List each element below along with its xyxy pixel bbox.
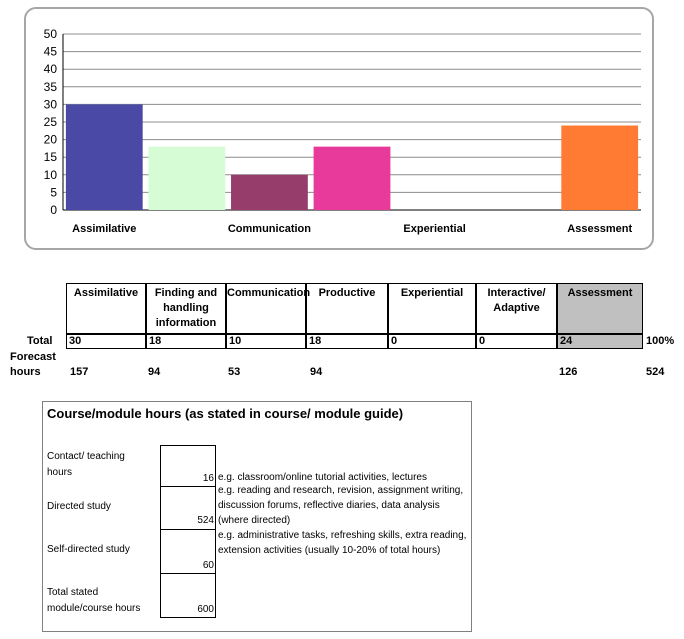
x-tick-label: Experiential xyxy=(403,223,466,235)
total-percent: 100% xyxy=(646,335,675,347)
self-directed-label: Self-directed study xyxy=(47,544,130,555)
forecast-value: 157 xyxy=(70,366,89,378)
y-tick-label: 0 xyxy=(50,203,57,217)
forecast-label: Forecast xyxy=(10,351,56,363)
directed-study-description: e.g. reading and research, revision, assignment writing, discussion forums, reflective diaries, data analysis (where directed) xyxy=(218,485,464,526)
total-hours-label: Total stated xyxy=(47,587,99,598)
bar-3 xyxy=(314,147,391,210)
bar-0 xyxy=(66,104,143,210)
forecast-value: 94 xyxy=(310,366,323,378)
y-tick-label: 50 xyxy=(43,27,57,41)
total-hours-label-2: module/course hours xyxy=(47,603,141,614)
y-tick-label: 35 xyxy=(43,79,57,94)
activity-mix-table xyxy=(0,283,684,383)
bar-1 xyxy=(148,147,225,210)
y-tick-label: 45 xyxy=(43,44,57,59)
header-assimilative: Assimilative xyxy=(66,283,146,334)
header-interactive-adaptive: Interactive/ Adaptive xyxy=(476,283,557,334)
total-value: 18 xyxy=(146,334,226,349)
y-tick-label: 10 xyxy=(43,167,57,182)
x-tick-label: Communication xyxy=(227,223,311,235)
row-divider xyxy=(160,486,216,487)
course-hours-box xyxy=(42,401,472,632)
y-tick-label: 5 xyxy=(50,185,57,200)
y-tick-label: 15 xyxy=(43,150,57,165)
bar-chart xyxy=(26,9,656,252)
total-hours-value: 600 xyxy=(197,604,214,615)
course-hours-title: Course/module hours (as stated in course/ module guide) xyxy=(47,406,404,421)
row-divider xyxy=(160,529,216,530)
y-tick-label: 25 xyxy=(43,115,57,129)
hours-label: hours xyxy=(10,366,41,378)
row-divider xyxy=(160,617,216,618)
y-tick-label: 30 xyxy=(43,97,57,112)
y-tick-label: 20 xyxy=(43,132,57,147)
directed-study-label: Directed study xyxy=(47,501,111,512)
total-value: 30 xyxy=(66,334,146,349)
header-communication: Communication xyxy=(226,283,306,334)
activity-chart xyxy=(24,7,654,250)
forecast-value: 53 xyxy=(228,366,241,378)
row-divider xyxy=(160,573,216,574)
header-assessment: Assessment xyxy=(557,283,643,334)
bar-6 xyxy=(561,126,638,210)
total-value-assessment: 24 xyxy=(557,334,643,349)
contact-hours-description: e.g. classroom/online tutorial activities, lectures xyxy=(218,472,427,483)
header-productive: Productive xyxy=(306,283,388,334)
row-divider xyxy=(160,445,216,446)
self-directed-description: e.g. administrative tasks, refreshing skills, extra reading, extension activities (usually 10-20% of total hours) xyxy=(218,530,467,556)
total-label: Total xyxy=(27,335,53,347)
contact-hours-label: Contact/ teaching xyxy=(47,451,125,462)
x-tick-label: Assessment xyxy=(567,223,633,235)
y-tick-label: 40 xyxy=(43,62,57,77)
contact-hours-label-2: hours xyxy=(47,467,73,478)
total-value: 0 xyxy=(476,334,557,349)
forecast-value: 94 xyxy=(148,366,161,378)
bar-2 xyxy=(231,175,308,210)
total-value: 0 xyxy=(388,334,476,349)
total-value: 18 xyxy=(306,334,388,349)
forecast-total: 524 xyxy=(646,366,665,378)
contact-hours-value: 16 xyxy=(202,473,214,484)
x-tick-label: Assimilative xyxy=(72,223,137,235)
directed-study-value: 524 xyxy=(197,515,214,526)
self-directed-value: 60 xyxy=(202,560,214,571)
total-value: 10 xyxy=(226,334,306,349)
value-column xyxy=(160,445,216,617)
header-finding-handling: Finding and handling information xyxy=(146,283,226,334)
forecast-value: 126 xyxy=(559,366,578,378)
header-experiential: Experiential xyxy=(388,283,476,334)
